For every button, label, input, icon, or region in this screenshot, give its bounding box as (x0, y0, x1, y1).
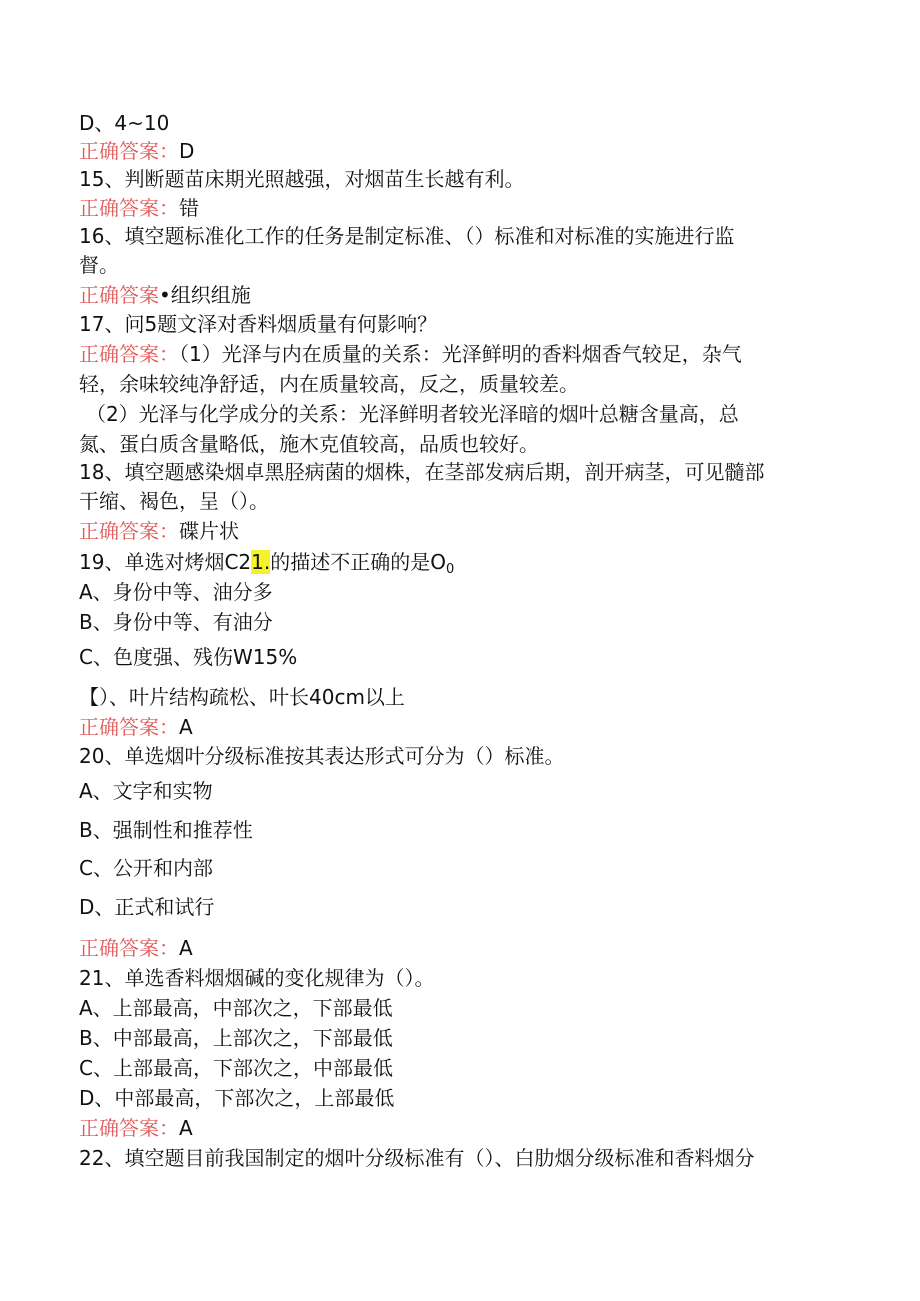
answer-line: 正确答案：A (79, 936, 193, 960)
question-16-line2: 督。 (79, 253, 119, 277)
option-b: B、强制性和推荐性 (79, 818, 253, 842)
answer-line: 正确答案：碟片状 (79, 519, 239, 543)
answer-text: 轻，余味较纯净舒适，内在质量较高，反之，质量较差。 (79, 372, 579, 396)
answer-line: 正确答案•组织组施 (79, 283, 251, 307)
answer-line: 正确答案：错 (79, 196, 199, 220)
question-17: 17、问5题文泽对香料烟质量有何影响？ (79, 312, 438, 336)
answer-line: 正确答案：（1）光泽与内在质量的关系：光泽鲜明的香料烟香气较足，杂气 (79, 342, 742, 366)
option-c: C、上部最高，下部次之，中部最低 (79, 1056, 393, 1080)
option-text: D、4~10 (79, 111, 170, 135)
question-20: 20、单选烟叶分级标准按其表达形式可分为（）标准。 (79, 744, 565, 768)
option-a: A、身份中等、油分多 (79, 580, 273, 604)
question-15: 15、判断题苗床期光照越强，对烟苗生长越有利。 (79, 167, 525, 191)
option-b: B、身份中等、有油分 (79, 610, 273, 634)
question-16-line1: 16、填空题标准化工作的任务是制定标准、（）标准和对标准的实施进行监 (79, 224, 735, 248)
answer-text: 氮、蛋白质含量略低，施木克值较高，品质也较好。 (79, 432, 539, 456)
answer-line: 正确答案：A (79, 715, 193, 739)
option-d: 【）、叶片结构疏松、叶长40cm以上 (79, 685, 405, 709)
option-a: A、上部最高，中部次之，下部最低 (79, 996, 393, 1020)
question-21: 21、单选香料烟烟碱的变化规律为（）。 (79, 966, 435, 990)
option-c: C、公开和内部 (79, 856, 213, 880)
option-b: B、中部最高，上部次之，下部最低 (79, 1026, 393, 1050)
question-18-line1: 18、填空题感染烟卓黑胫病菌的烟株，在茎部发病后期，剖开病茎，可见髓部 (79, 460, 765, 484)
option-d: D、正式和试行 (79, 895, 215, 919)
option-a: A、文字和实物 (79, 779, 213, 803)
highlight-mark: 1. (251, 550, 271, 574)
answer-line: 正确答案：D (79, 139, 195, 163)
answer-text: （2）光泽与化学成分的关系：光泽鲜明者较光泽暗的烟叶总糖含量高，总 (86, 402, 739, 426)
option-d: D、中部最高，下部次之，上部最低 (79, 1086, 395, 1110)
question-19: 19、单选对烤烟C21.的描述不正确的是$O_0$ (79, 550, 455, 577)
question-22: 22、填空题目前我国制定的烟叶分级标准有（）、白肋烟分级标准和香料烟分 (79, 1146, 755, 1170)
question-18-line2: 干缩、褐色，呈（）。 (79, 489, 269, 513)
option-c: C、色度强、残伤W15% (79, 645, 298, 669)
answer-line: 正确答案：A (79, 1116, 193, 1140)
